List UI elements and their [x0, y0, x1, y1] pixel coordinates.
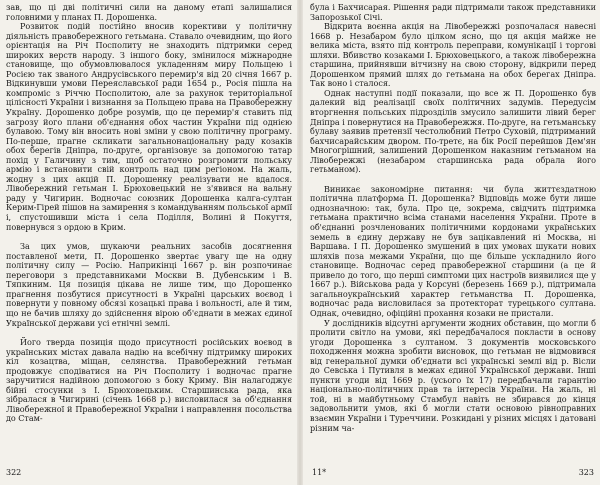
book-gutter: [297, 0, 303, 485]
paragraph: За цих умов, шукаючи реальних засобів досягнення поставленої мети, П. Дорошенко звертає увагу ще на одну політичну силу — Росію. Наприкінці 1667 р. він розпочинає переговори з представниками Москви В. Дубенським і В. Тяпкиним. Ця позиція цікава не лише тим, що Дорошенко прагнення позбутися присутності в Україні царських воєвод і повернути у повному обсязі козацькі права і вольності, але й тим, що не бачив шляху до здійснення вірою об'єднати в межах єдиної Української держави усі етнічні землі.: [6, 241, 292, 328]
signature-mark: 11*: [312, 468, 327, 477]
paragraph: Виникає закономірне питання: чи була життєздатною політична платформа П. Дорошенка? Відповідь може бути лише однозначною: так, була. Про це, зокрема, свідчить підтримка гетьмана практично всіма станами населення України. Проте в об'єднанні розчленованих політичними кордонами українських земель в єдину державу не був зацікавлений ні Москва, ні Варшава. І П. Дорошенко змушений в цих умовах шукати нових шляхів поза межами України, що ще більше ускладнило його становище. Водночас серед правобережної старшини (а це й привело до того, що перші симптоми цих настроїв виявилися ще у 1667 р.). Військова рада у Корсуні (березень 1669 р.), підтримала загальноукраїнський характер гетьманства П. Дорошенка, водночас рада висловилася за протекторат турецького султана. Однак, очевидно, офіційні прохання козаки не пристали.: [310, 183, 596, 318]
paragraph: була і Бахчисарая. Рішення ради підтримали також представники Запорозької Січі.: [310, 3, 596, 22]
paragraph: Його тверда позиція щодо присутності російських воєвод в українських містах давала надію на всебічну підтримку широких кіл козацтва, міщан, селянства. Правобережний гетьман продовжує сподіватися на Річ Посполиту і водночас прагне заручитися надійною допомогою з боку Криму. Він налагоджує бійні стосунки з І. Брюховецьким. Старшинська рада, яка зібралася в Чигирині (січень 1668 р.) висловилася за об'єднання Лівобережної й Правобережної України і направлення посольства до Стам-: [6, 337, 292, 424]
page-number: 323: [578, 468, 594, 477]
right-page: [310, 3, 596, 481]
page-number: 322: [6, 468, 22, 477]
paragraph: Однак наступні події показали, що все ж П. Дорошенко був далекий від реалізації своїх політичних задумів. Передусім вторгнення польських підрозділів змусило залишити лівий берег Дніпра і повернутися на Правобережжя. По-друге, на гетьманську булаву заявив претензії честолюбний Петро Суховій, підтриманий бахчисарайським двором. По-третє, на бік Росії перейшов Дем'ян Многогрішний, залишений Дорошенком наказним гетьманом на Лівобережжі (незабаром старшинська рада обрала його гетьманом).: [310, 87, 596, 175]
paragraph: Розвиток подій постійно вносив корективи у політичну діяльність правобережного гетьмана. Ставало очевидним, що його орієнтація на Річ Посполиту не знаходить підтримки серед широких верств народу. З іншого боку, змінилося міжнародне становище, що обумовлювалося укладенням миру Польщею і Росією так званого Андрусівського перемир'я від 20 січня 1667 р. Відкинувши умови Переяславської ради 1654 р., Росія пішла на компроміс з Річчю Посполитою, але за рахунок територіальної цілісності України і визнання за Польщею права на Правобережну Україну. Дорошенко добре розумів, що це перемир'я ставить під загрозу його плани об'єднання обох частин України під однією булавою. Тому він вносить нові зміни у свою політичну програму. По-перше, прагне скликати загальнонаціональну раду козаків обох берегів Дніпра, по-друге, організовує за допомогою татар похід у Галичину з тим, щоб остаточно розгромити польську армію і встановити свій контроль над цим регіоном. На жаль, жодну з цих акцій П. Дорошенку реалізувати не вдалося. Лівобережний гетьман І. Брюховецький не з'явився на вальну раду у Чигирин. Водночас союзник Дорошенка калга-султан Керим-Гірей пішов на замирення з командуванням польської армії і, спустошивши міста і села Поділля, Волині й Покуття, повернувся з ордою в Крим.: [6, 21, 292, 232]
paragraph: Відкрита воєнна акція на Лівобережжі розпочалася навесні 1668 р. Незабаром було цілком ясно, що ця акція майже не велика міста, взято під контроль переправи, комунікації і торгові шляхи. Вбивство козаками І. Брюховецького, а також лівобережна старшина, прийнявши вітчизну на свою сторону, відкрили перед Дорошенком прямий шлях до гетьмана на обох берегах Дніпра. Так воно і сталося.: [310, 21, 596, 89]
left-page: [6, 3, 292, 481]
right-page-text: [310, 3, 596, 433]
left-page-text: [6, 3, 292, 424]
paragraph: зав, що ці дві політичні сили на даному етапі залишалися головними у планах П. Дорошенка.: [6, 3, 292, 22]
paragraph: У дослідників відсутні аргументи жодних обставин, що могли б пролити світло на умови, які передбачалося покласти в основу угоди Дорошенка з султаном. З документів московського походження можна зробити висновок, що гетьман не відмовився від генеральної думки об'єднати всі українські землі від р. Вісли до Севська і Путивля в межах єдиної Української держави. Інші пункти угоди від 1669 р. (усього їх 17) передбачали гарантію національно-політичних прав та інтересів України. На жаль, ні той, ні в майбутньому Стамбул навіть не збирався до кінця задовольнити умов, які б могли стати основою рівноправних взаємин України і Туреччини. Розкидані у різних місцях і датовані різним ча-: [310, 317, 596, 433]
